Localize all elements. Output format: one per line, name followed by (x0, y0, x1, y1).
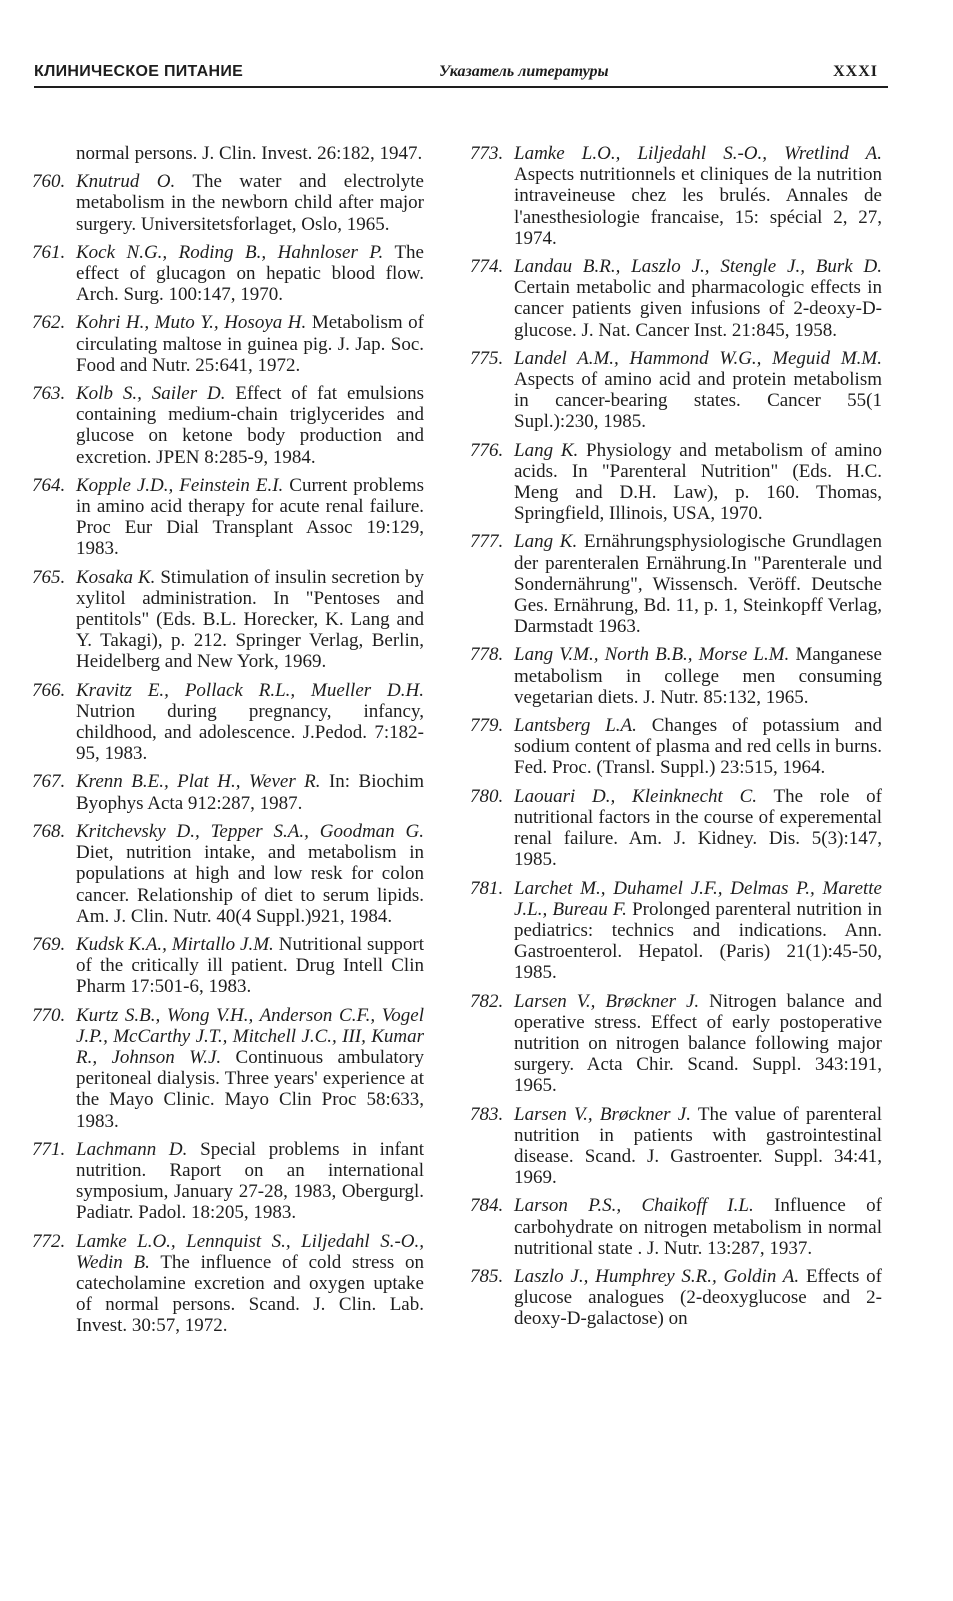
reference-authors: Kolb S., Sailer D. (76, 383, 226, 405)
reference-entry (470, 531, 882, 637)
reference-entry (470, 1104, 882, 1189)
reference-entry (32, 383, 424, 468)
reference-text: Nutrion during pregnancy, infancy, childhood, and adolescence. J.Pedod. 7:182-95, 1983. (76, 700, 424, 765)
reference-entry (470, 143, 882, 249)
reference-number: 778. (470, 644, 504, 666)
reference-text: Effects of glucose analogues (2-deoxyglucose and 2-deoxy-D-galactose) on (514, 1265, 883, 1330)
reference-text: Stimulation of insulin secretion by xylitol administration. In "Pentoses and pentitols" (Eds. B.L. Horecker, K. Lang and Y. Takagi), p. 212. Springer Verlag, Berlin, Heidelberg and New York, 1969. (76, 566, 425, 673)
reference-text: Nitrogen balance and operative stress. Effect of early postoperative nutrition on nitrogen balance following major surgery. Acta Chir. Scand. Suppl. 343:191, 1965. (514, 990, 883, 1097)
reference-entry (32, 1005, 424, 1132)
reference-text: Changes of potassium and sodium content of plasma and red cells in burns. Fed. Proc. (Transl. Suppl.) 23:515, 1964. (514, 715, 882, 779)
left-column (32, 143, 424, 1344)
reference-text: The role of nutritional factors in the course of experemental renal failure. Am. J. Kidney. Dis. 5(3):147, 1985. (514, 785, 882, 871)
reference-number: 769. (32, 933, 66, 955)
reference-authors: Landel A.M., Hammond W.G., Meguid M.M. (514, 347, 882, 369)
reference-entry (32, 680, 424, 765)
reference-authors: Kritchevsky D., Tepper S.A., Goodman G. (76, 820, 424, 842)
reference-number: 768. (32, 820, 66, 842)
reference-entry (32, 1139, 424, 1224)
reference-authors: Larson P.S., Chaikoff I.L. (514, 1195, 754, 1217)
reference-authors: Landau B.R., Laszlo J., Stengle J., Burk D. (514, 256, 882, 278)
reference-text: Effect of fat emulsions containing medium-chain triglycerides and glucose on ketone body production and excretion. JPEN 8:285-9, 1984. (76, 383, 424, 468)
reference-number: 777. (470, 531, 504, 553)
reference-number: 763. (32, 383, 66, 405)
reference-number: 762. (32, 312, 66, 334)
reference-entry (470, 1195, 882, 1259)
reference-authors: Kock N.G., Roding B., Hahnloser P. (76, 241, 384, 263)
reference-number: 761. (32, 241, 66, 263)
reference-number: 780. (470, 785, 504, 807)
reference-text: Special problems in infant nutrition. Raport on an international symposium, January 27-28, 1983, Obergurgl. Padiatr. Padol. 18:205, 1983. (76, 1138, 424, 1224)
reference-text: Certain metabolic and pharmacologic effects in cancer patients given infusions of 2-deoxy-D-glucose. J. Nat. Cancer Inst. 21:845, 1958. (514, 277, 882, 341)
reference-text: Ernährungsphysiologische Grundlagen der parenteralen Ernährung.In "Parenterale und Sondernährung", Wissensch. Veröff. Deutsche Ges. Ernährung, Bd. 11, p. 1, Steinkopff Verlag, Darmstadt 1963. (514, 531, 882, 638)
page-header (34, 58, 888, 88)
reference-authors: Larsen V., Brøckner J. (514, 1103, 691, 1125)
reference-entry (32, 143, 424, 164)
reference-number: 766. (32, 679, 66, 701)
reference-entry (32, 771, 424, 813)
reference-number: 773. (470, 143, 504, 164)
reference-authors: Lamke L.O., Liljedahl S.-O., Wretlind A. (514, 143, 882, 164)
reference-text: The influence of cold stress on catecholamine excretion and oxygen uptake of normal persons. Scand. J. Clin. Lab. Invest. 30:57, 1972. (76, 1251, 425, 1337)
reference-entry (470, 1266, 882, 1330)
reference-text: Continuous ambulatory peritoneal dialysis. Three years' experience at the Mayo Clinic. Mayo Clin Proc 58:633, 1983. (76, 1046, 425, 1132)
reference-number: 760. (32, 171, 66, 193)
reference-authors: Laouari D., Kleinknecht C. (514, 785, 758, 807)
reference-number: 775. (470, 347, 504, 369)
reference-authors: Lang K. (514, 531, 578, 553)
reference-number: 776. (470, 439, 504, 461)
reference-authors: Kohri H., Muto Y., Hosoya H. (76, 312, 307, 334)
reference-authors: Kudsk K.A., Mirtallo J.M. (76, 933, 274, 955)
reference-entry (32, 242, 424, 306)
reference-text: In: Biochim Byophys Acta 912:287, 1987. (76, 771, 424, 814)
reference-entry (32, 1231, 424, 1337)
section-title: Указатель литературы (439, 63, 609, 80)
reference-text: Current problems in amino acid therapy for acute renal failure. Proc Eur Dial Transplant Assoc 19:129, 1983. (76, 474, 424, 560)
reference-number: 782. (470, 990, 504, 1012)
reference-text: Aspects of amino acid and protein metabolism in cancer-bearing states. Cancer 55(1 Supl.):230, 1985. (514, 369, 882, 433)
reference-text: Diet, nutrition intake, and metabolism in populations at high and low resk for colon cancer. Relationship of diet to serum lipids. Am. J. Clin. Nutr. 40(4 Suppl.)921, 1984. (76, 842, 424, 927)
reference-authors: Kurtz S.B., Wong V.H., Anderson C.F., Vogel J.P., McCarthy J.T., Mitchell J.C., III, Kumar R., Johnson W.J. (76, 1004, 424, 1068)
reference-number: 785. (470, 1265, 504, 1287)
reference-entry (32, 171, 424, 235)
reference-number: 765. (32, 566, 66, 588)
reference-authors: Kopple J.D., Feinstein E.I. (76, 474, 284, 496)
reference-text: Nutritional support of the critically ill patient. Drug Intell Clin Pharm 17:501-6, 1983. (76, 933, 424, 998)
reference-entry (470, 715, 882, 779)
reference-entry (32, 821, 424, 927)
reference-authors: Kosaka K. (76, 566, 156, 588)
reference-text: The value of parenteral nutrition in patients with gastrointestinal disease. Scand. J. Gastroenter. Suppl. 34:41, 1969. (514, 1103, 882, 1189)
reference-number: 772. (32, 1230, 66, 1252)
reference-number: 774. (470, 256, 504, 278)
reference-text: Influence of carbohydrate on nitrogen metabolism in normal nutritional state . J. Nutr. 13:287, 1937. (514, 1195, 883, 1259)
reference-authors: Lamke L.O., Lennquist S., Liljedahl S.-O., Wedin B. (76, 1230, 424, 1273)
reference-entry (470, 786, 882, 871)
reference-text: The effect of glucagon on hepatic blood flow. Arch. Surg. 100:147, 1970. (76, 241, 424, 306)
reference-authors: Kravitz E., Pollack R.L., Mueller D.H. (76, 679, 424, 701)
reference-authors: Larsen V., Brøckner J. (514, 990, 700, 1012)
running-title: КЛИНИЧЕСКОЕ ПИТАНИЕ (34, 63, 244, 80)
right-column (470, 143, 882, 1337)
reference-number: 781. (470, 877, 504, 899)
reference-number: 784. (470, 1195, 504, 1217)
reference-number: 771. (32, 1138, 66, 1160)
reference-authors: Lantsberg L.A. (514, 715, 637, 737)
reference-text: normal persons. J. Clin. Invest. 26:182, 1947. (76, 143, 423, 164)
reference-authors: Laszlo J., Humphrey S.R., Goldin A. (514, 1265, 800, 1287)
reference-authors: Krenn B.E., Plat H., Wever R. (76, 771, 321, 793)
reference-entry (470, 644, 882, 708)
reference-authors: Knutrud O. (76, 171, 176, 193)
reference-text: Physiology and metabolism of amino acids. In "Parenteral Nutrition" (Eds. H.C. Meng and D.H. Law), p. 160. Thomas, Springfield, Illinois, USA, 1970. (514, 439, 882, 525)
reference-entry (32, 934, 424, 998)
reference-number: 767. (32, 771, 66, 793)
reference-entry (32, 567, 424, 673)
reference-authors: Lang K. (514, 439, 579, 461)
reference-authors: Lang V.M., North B.B., Morse L.M. (514, 644, 790, 666)
reference-text: The water and electrolyte metabolism in the newborn child after major surgery. Universitetsforlaget, Oslo, 1965. (76, 171, 424, 235)
reference-entry (32, 475, 424, 560)
page-number: XXXI (833, 63, 878, 80)
reference-text: Manganese metabolism in college men consuming vegetarian diets. J. Nutr. 85:132, 1965. (514, 644, 882, 708)
reference-authors: Larchet M., Duhamel J.F., Delmas P., Marette J.L., Bureau F. (514, 877, 882, 920)
reference-text: Prolonged parenteral nutrition in pediatrics: technics and indications. Ann. Gastroenterol. Hepatol. (Paris) 21(1):45-50, 1985. (514, 898, 882, 984)
reference-entry (32, 312, 424, 376)
reference-entry (470, 878, 882, 984)
reference-entry (470, 256, 882, 341)
reference-text: Aspects nutritionnels et cliniques de la nutrition intraveineuse chez les brulés. Annales de l'anesthesiologie francaise, 15: spécial 2, 27, 1974. (514, 164, 882, 249)
reference-entry (470, 348, 882, 433)
reference-number: 783. (470, 1103, 504, 1125)
reference-entry (470, 440, 882, 525)
reference-entry (470, 991, 882, 1097)
reference-authors: Lachmann D. (76, 1138, 188, 1160)
reference-number: 779. (470, 715, 504, 737)
reference-number: 770. (32, 1004, 66, 1026)
reference-number: 764. (32, 474, 66, 496)
reference-text: Metabolism of circulating maltose in guinea pig. J. Jap. Soc. Food and Nutr. 25:641, 1972. (76, 312, 425, 376)
